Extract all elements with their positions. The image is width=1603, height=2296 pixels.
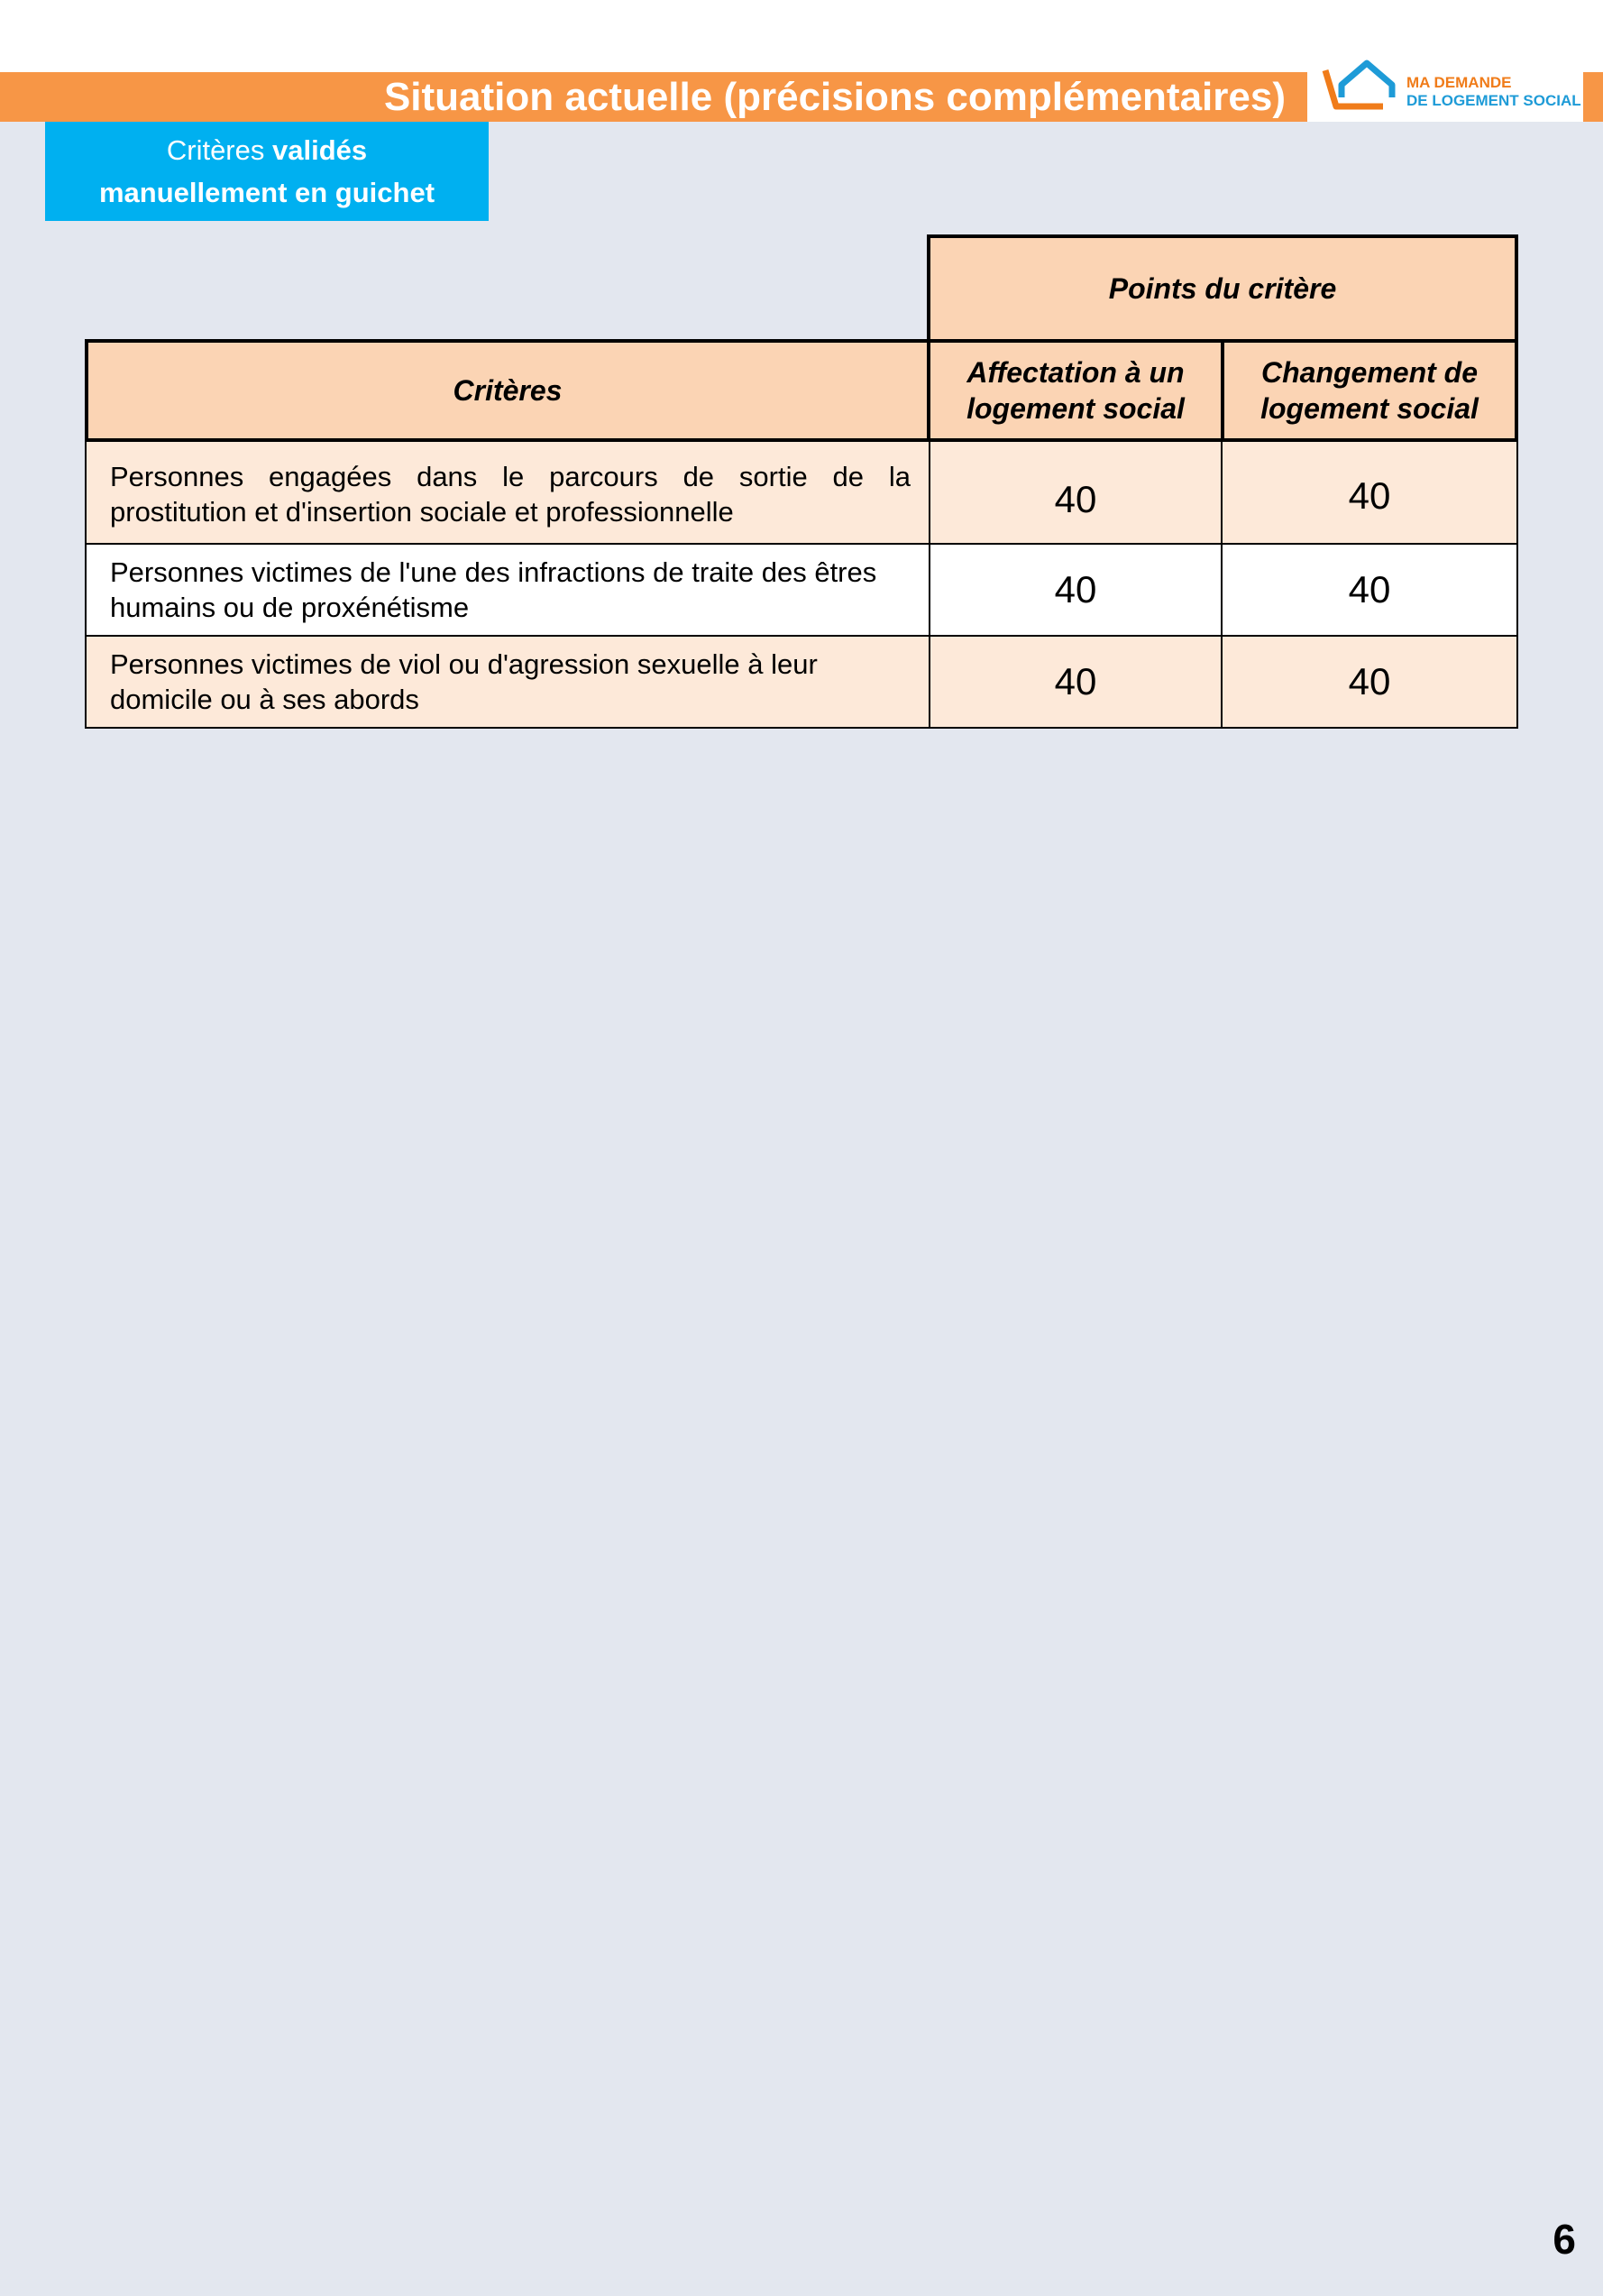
badge-text-2: validés <box>272 134 368 166</box>
group-header-points <box>927 234 1518 343</box>
criterion-text: Personnes engagées dans le parcours de sortie de la prostitution et d'insertion sociale et professionnelle <box>110 461 911 528</box>
criterion-text: Personnes victimes de l'une des infractions de traite des êtres humains ou de proxénétisme <box>110 556 877 623</box>
logo-text <box>1406 74 1581 110</box>
points-value: 40 <box>1054 660 1097 703</box>
column-header-changement-label: Changement de logement social <box>1260 356 1479 425</box>
table-row-affectation-value <box>929 440 1223 545</box>
title-bar-end <box>1583 72 1603 122</box>
badge-text-1: Critères <box>166 134 272 166</box>
page-number: 6 <box>1553 2216 1576 2263</box>
column-header-affectation <box>927 339 1224 442</box>
badge-line-2 <box>45 171 489 214</box>
house-logo-icon <box>1320 52 1410 121</box>
points-value: 40 <box>1348 660 1391 703</box>
logo-line-2: DE LOGEMENT SOCIAL <box>1406 92 1581 109</box>
table-row-affectation-value <box>929 543 1223 637</box>
column-header-affectation-label: Affectation à un logement social <box>966 356 1185 425</box>
points-value: 40 <box>1054 568 1097 611</box>
table-row-criterion <box>85 543 930 637</box>
page-title: Situation actuelle (précisions complémentaires) <box>383 75 1286 119</box>
column-header-criteria <box>85 339 930 442</box>
badge-line-1 <box>45 129 489 171</box>
table-row-changement-value <box>1221 543 1518 637</box>
column-header-criteria-label: Critères <box>453 374 563 407</box>
table-row-affectation-value <box>929 635 1223 729</box>
table-row-changement-value <box>1221 440 1518 545</box>
logo-line-1: MA DEMANDE <box>1406 74 1512 91</box>
badge-text-3: manuellement en guichet <box>98 177 435 208</box>
points-value: 40 <box>1348 474 1391 517</box>
logo <box>1307 72 1583 122</box>
table-row-criterion <box>85 635 930 729</box>
table-row-changement-value <box>1221 635 1518 729</box>
table-row-criterion <box>85 440 930 545</box>
validation-badge <box>45 122 489 221</box>
column-header-changement <box>1221 339 1518 442</box>
points-value: 40 <box>1054 478 1097 520</box>
group-header-label: Points du critère <box>1108 272 1337 305</box>
title-bar <box>0 72 1307 122</box>
points-value: 40 <box>1348 568 1391 611</box>
criterion-text: Personnes victimes de viol ou d'agression sexuelle à leur domicile ou à ses abords <box>110 648 818 715</box>
